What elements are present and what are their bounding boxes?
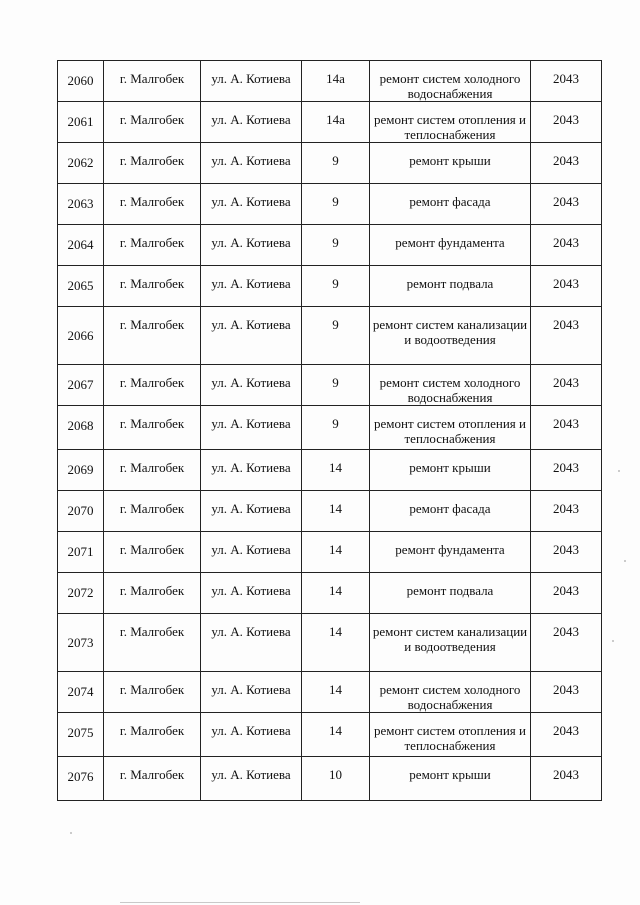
city-cell: г. Малгобек bbox=[104, 450, 201, 491]
row-number: 2062 bbox=[58, 143, 104, 184]
house-number-cell: 14 bbox=[302, 713, 370, 757]
work-type-cell: ремонт фасада bbox=[370, 184, 531, 225]
year-cell: 2043 bbox=[531, 143, 602, 184]
table-row bbox=[58, 143, 602, 184]
scan-speck bbox=[618, 470, 620, 472]
row-number: 2068 bbox=[58, 406, 104, 450]
table-row bbox=[58, 672, 602, 713]
table-row bbox=[58, 266, 602, 307]
row-number: 2063 bbox=[58, 184, 104, 225]
street-cell: ул. А. Котиева bbox=[201, 102, 302, 143]
city-cell: г. Малгобек bbox=[104, 143, 201, 184]
city-cell: г. Малгобек bbox=[104, 532, 201, 573]
work-type-cell: ремонт систем отопления и теплоснабжения bbox=[370, 713, 531, 757]
year-cell: 2043 bbox=[531, 614, 602, 672]
work-type-cell: ремонт систем холодного водоснабжения bbox=[370, 365, 531, 406]
street-cell: ул. А. Котиева bbox=[201, 614, 302, 672]
table-row bbox=[58, 61, 602, 102]
work-type-cell: ремонт крыши bbox=[370, 757, 531, 801]
street-cell: ул. А. Котиева bbox=[201, 365, 302, 406]
row-number: 2066 bbox=[58, 307, 104, 365]
year-cell: 2043 bbox=[531, 307, 602, 365]
city-cell: г. Малгобек bbox=[104, 406, 201, 450]
year-cell: 2043 bbox=[531, 450, 602, 491]
table-row bbox=[58, 406, 602, 450]
street-cell: ул. А. Котиева bbox=[201, 266, 302, 307]
year-cell: 2043 bbox=[531, 406, 602, 450]
row-number: 2061 bbox=[58, 102, 104, 143]
work-type-cell: ремонт систем отопления и теплоснабжения bbox=[370, 102, 531, 143]
year-cell: 2043 bbox=[531, 225, 602, 266]
street-cell: ул. А. Котиева bbox=[201, 713, 302, 757]
work-type-cell: ремонт систем холодного водоснабжения bbox=[370, 61, 531, 102]
year-cell: 2043 bbox=[531, 184, 602, 225]
street-cell: ул. А. Котиева bbox=[201, 491, 302, 532]
house-number-cell: 14а bbox=[302, 102, 370, 143]
year-cell: 2043 bbox=[531, 102, 602, 143]
row-number: 2072 bbox=[58, 573, 104, 614]
row-number: 2074 bbox=[58, 672, 104, 713]
house-number-cell: 9 bbox=[302, 365, 370, 406]
city-cell: г. Малгобек bbox=[104, 672, 201, 713]
house-number-cell: 9 bbox=[302, 266, 370, 307]
city-cell: г. Малгобек bbox=[104, 102, 201, 143]
work-type-cell: ремонт подвала bbox=[370, 266, 531, 307]
street-cell: ул. А. Котиева bbox=[201, 61, 302, 102]
house-number-cell: 14 bbox=[302, 573, 370, 614]
work-type-cell: ремонт систем канализации и водоотведения bbox=[370, 614, 531, 672]
city-cell: г. Малгобек bbox=[104, 573, 201, 614]
table-row bbox=[58, 573, 602, 614]
city-cell: г. Малгобек bbox=[104, 365, 201, 406]
row-number: 2073 bbox=[58, 614, 104, 672]
year-cell: 2043 bbox=[531, 532, 602, 573]
table-row bbox=[58, 713, 602, 757]
city-cell: г. Малгобек bbox=[104, 307, 201, 365]
work-type-cell: ремонт систем канализации и водоотведения bbox=[370, 307, 531, 365]
house-number-cell: 9 bbox=[302, 143, 370, 184]
table-row bbox=[58, 532, 602, 573]
city-cell: г. Малгобек bbox=[104, 266, 201, 307]
work-type-cell: ремонт крыши bbox=[370, 143, 531, 184]
street-cell: ул. А. Котиева bbox=[201, 573, 302, 614]
year-cell: 2043 bbox=[531, 266, 602, 307]
house-number-cell: 14 bbox=[302, 532, 370, 573]
house-number-cell: 9 bbox=[302, 184, 370, 225]
scan-edge-line bbox=[120, 902, 360, 903]
row-number: 2060 bbox=[58, 61, 104, 102]
table-row bbox=[58, 225, 602, 266]
table-row bbox=[58, 757, 602, 801]
house-number-cell: 14а bbox=[302, 61, 370, 102]
work-type-cell: ремонт фундамента bbox=[370, 225, 531, 266]
house-number-cell: 9 bbox=[302, 307, 370, 365]
row-number: 2065 bbox=[58, 266, 104, 307]
year-cell: 2043 bbox=[531, 365, 602, 406]
row-number: 2064 bbox=[58, 225, 104, 266]
table-row bbox=[58, 102, 602, 143]
street-cell: ул. А. Котиева bbox=[201, 184, 302, 225]
street-cell: ул. А. Котиева bbox=[201, 225, 302, 266]
year-cell: 2043 bbox=[531, 713, 602, 757]
table-row bbox=[58, 614, 602, 672]
table-row bbox=[58, 307, 602, 365]
city-cell: г. Малгобек bbox=[104, 225, 201, 266]
year-cell: 2043 bbox=[531, 491, 602, 532]
year-cell: 2043 bbox=[531, 757, 602, 801]
row-number: 2076 bbox=[58, 757, 104, 801]
scan-speck bbox=[612, 640, 614, 642]
house-number-cell: 9 bbox=[302, 406, 370, 450]
city-cell: г. Малгобек bbox=[104, 713, 201, 757]
repair-schedule-table bbox=[57, 60, 602, 801]
house-number-cell: 9 bbox=[302, 225, 370, 266]
table-row bbox=[58, 184, 602, 225]
house-number-cell: 14 bbox=[302, 614, 370, 672]
table-row bbox=[58, 491, 602, 532]
city-cell: г. Малгобек bbox=[104, 614, 201, 672]
house-number-cell: 10 bbox=[302, 757, 370, 801]
work-type-cell: ремонт систем отопления и теплоснабжения bbox=[370, 406, 531, 450]
table-row bbox=[58, 450, 602, 491]
scan-speck bbox=[70, 832, 72, 834]
row-number: 2067 bbox=[58, 365, 104, 406]
scan-speck bbox=[624, 560, 626, 562]
work-type-cell: ремонт крыши bbox=[370, 450, 531, 491]
work-type-cell: ремонт подвала bbox=[370, 573, 531, 614]
street-cell: ул. А. Котиева bbox=[201, 672, 302, 713]
house-number-cell: 14 bbox=[302, 672, 370, 713]
house-number-cell: 14 bbox=[302, 450, 370, 491]
row-number: 2070 bbox=[58, 491, 104, 532]
street-cell: ул. А. Котиева bbox=[201, 450, 302, 491]
street-cell: ул. А. Котиева bbox=[201, 532, 302, 573]
city-cell: г. Малгобек bbox=[104, 491, 201, 532]
year-cell: 2043 bbox=[531, 573, 602, 614]
city-cell: г. Малгобек bbox=[104, 61, 201, 102]
work-type-cell: ремонт систем холодного водоснабжения bbox=[370, 672, 531, 713]
work-type-cell: ремонт фундамента bbox=[370, 532, 531, 573]
work-type-cell: ремонт фасада bbox=[370, 491, 531, 532]
row-number: 2071 bbox=[58, 532, 104, 573]
year-cell: 2043 bbox=[531, 61, 602, 102]
street-cell: ул. А. Котиева bbox=[201, 757, 302, 801]
house-number-cell: 14 bbox=[302, 491, 370, 532]
city-cell: г. Малгобек bbox=[104, 184, 201, 225]
table-body bbox=[58, 61, 602, 801]
street-cell: ул. А. Котиева bbox=[201, 406, 302, 450]
street-cell: ул. А. Котиева bbox=[201, 307, 302, 365]
year-cell: 2043 bbox=[531, 672, 602, 713]
street-cell: ул. А. Котиева bbox=[201, 143, 302, 184]
row-number: 2069 bbox=[58, 450, 104, 491]
table-row bbox=[58, 365, 602, 406]
city-cell: г. Малгобек bbox=[104, 757, 201, 801]
row-number: 2075 bbox=[58, 713, 104, 757]
